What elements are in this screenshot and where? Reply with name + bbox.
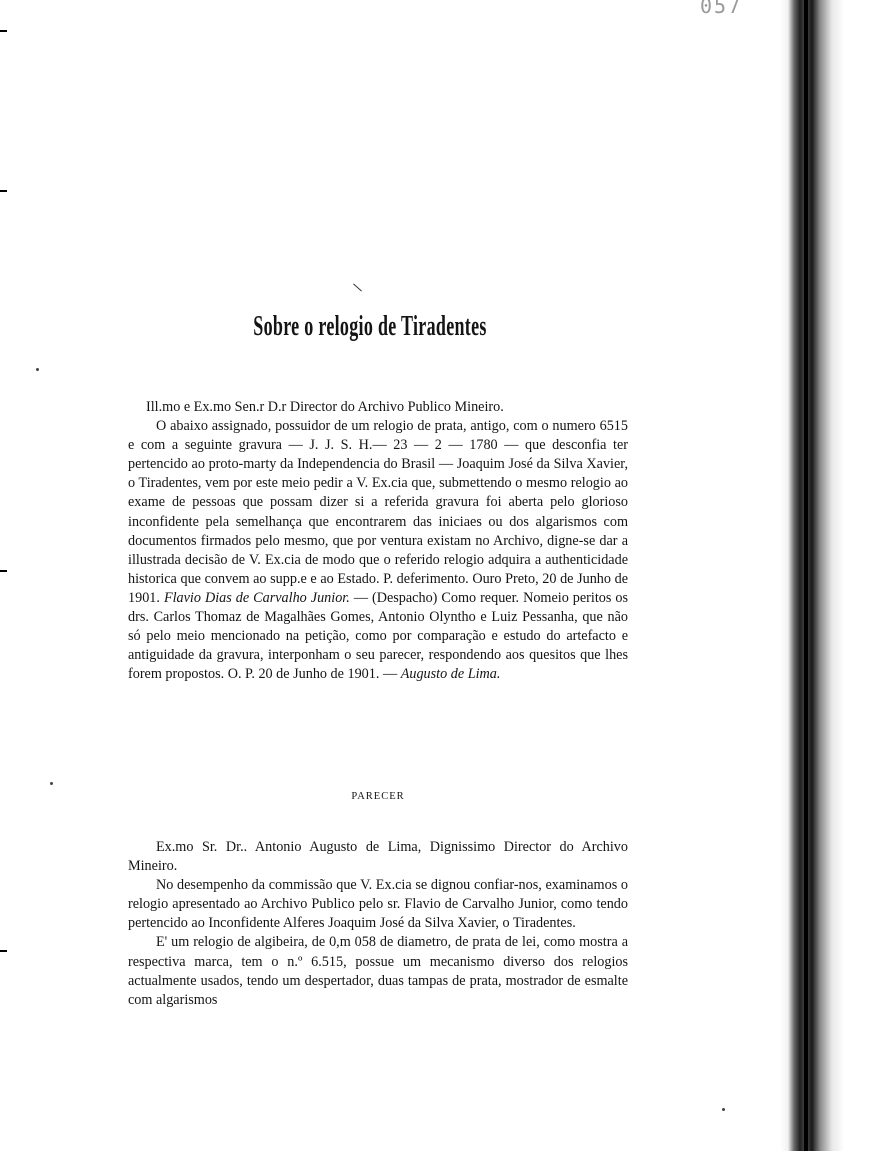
edge-mark (0, 190, 7, 192)
parecer-paragraph: No desempenho da commissão que V. Ex.cia se dignou confiar-nos, examinamos o relogio apresentado ao Archivo Publico pelo sr. Flavio de Carvalho Junior, como tendo pertencido ao Inconfidente Alferes Joaquim José da Silva Xavier, o Tiradentes. (128, 877, 628, 932)
section-heading: PARECER (351, 791, 405, 802)
petition-salutation: Ill.mo e Ex.mo Sen.r D.r Director do Archivo Publico Mineiro. (146, 399, 504, 415)
edge-mark (0, 950, 7, 952)
parecer-salutation: Ex.mo Sr. Dr.. Antonio Augusto de Lima, Dignissimo Director do Archivo Mineiro. (128, 839, 628, 875)
speck (36, 368, 39, 371)
edge-mark (0, 570, 7, 572)
page-number: 057 (700, 0, 743, 18)
petition-block (128, 398, 628, 684)
despacho-text: — (Despacho) Como requer. Nomeio peritos os drs. Carlos Thomaz de Magalhães Gomes, Antonio Olyntho e Luiz Pessanha, que não só pelo meio mencionado na petição, como por comparação e estudo do artefacto e antiguidade da gravura, interponham o seu parecer, respondendo aos quesitos que lhes forem propostos. O. P. 20 de Junho de 1901. — (128, 589, 629, 683)
despacho-signature: Augusto de Lima. (400, 666, 501, 683)
parecer-block (128, 838, 628, 1010)
petition-paragraph (128, 417, 628, 684)
parecer-paragraph: E' um relogio de algibeira, de 0,m 058 de diametro, de prata de lei, como mostra a respectiva marca, tem o n.º 6.515, possue um mecanismo diverso dos relogios actualmente usados, tendo um despertador, duas tampas de prata, mostrador de esmalte com algarismos (128, 934, 628, 1008)
edge-mark (0, 30, 7, 32)
petition-body: O abaixo assignado, possuidor de um relogio de prata, antigo, com o numero 6515 e com a seguinte gravura — J. J. S. H.— 23 — 2 — 1780 — que desconfia ter pertencido ao proto-marty da Independencia do Brasil — Joaquim José da Silva Xavier, o Tiradentes, vem por este meio pedir a V. Ex.cia que, submettendo o mesmo relogio ao exame de pessoas que possam dizer si a referida gravura foi aberta pelo glorioso inconfidente pela semelhança que encontrarem das iniciaes ou dos algarismos com documentos firmados pelo mesmo, que por ventura existam no Archivo, digne-se dar a illustrada decisão de V. Ex.cia de modo que o referido relogio adquira a authenticidade historica que convem ao supp.e e ao Estado. P. deferimento. Ouro Preto, 20 de Junho de 1901. (128, 418, 628, 606)
petitioner-signature: Flavio Dias de Carvalho Junior. (163, 589, 350, 606)
speck (50, 782, 53, 785)
stray-mark (353, 283, 362, 291)
speck (722, 1108, 725, 1111)
page-binding-shadow (780, 0, 876, 1151)
document-title: Sobre o relogio de Tiradentes (253, 310, 487, 342)
